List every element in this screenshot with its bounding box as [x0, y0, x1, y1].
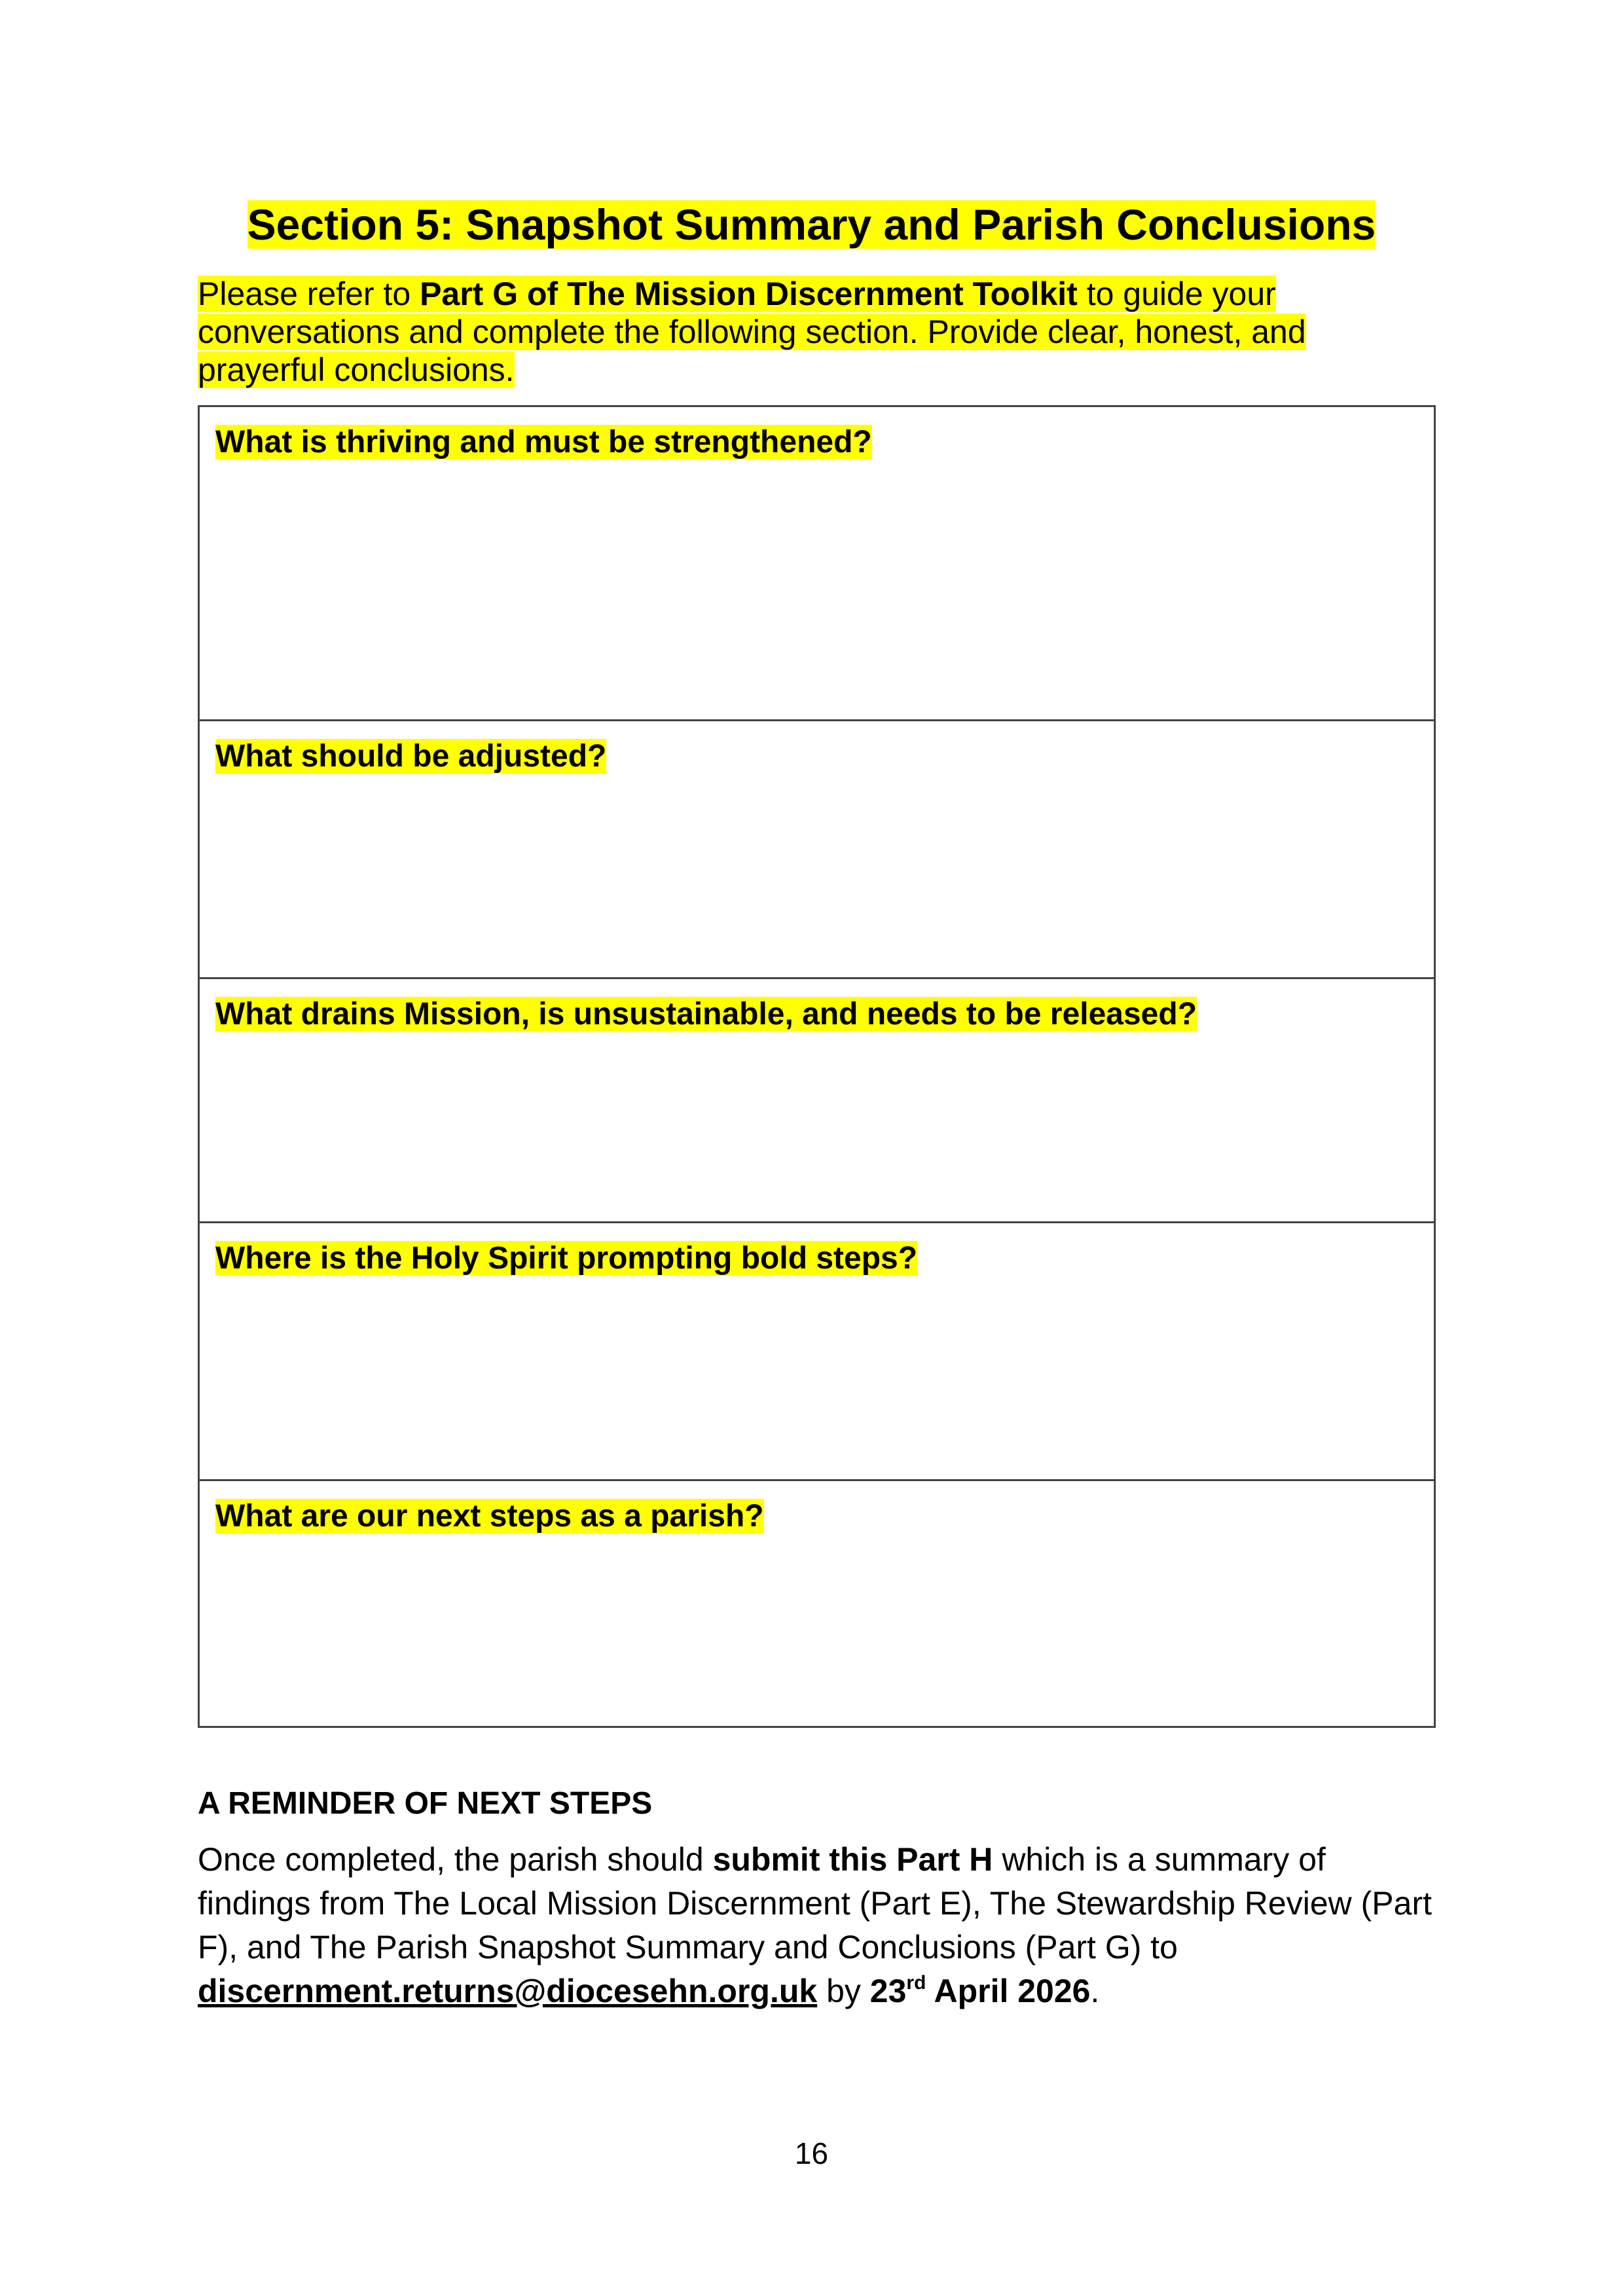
- reminder-text-1: Once completed, the parish should: [198, 1841, 713, 1878]
- question-cell-adjusted[interactable]: [199, 721, 1435, 978]
- intro-text-1: Please refer to: [198, 276, 420, 312]
- email-link[interactable]: discernment.returns@diocesehn.org.uk: [198, 1973, 818, 2009]
- deadline-month-year: April 2026: [926, 1973, 1091, 2009]
- question-cell-holy-spirit[interactable]: [199, 1223, 1435, 1480]
- question-row: [199, 406, 1435, 721]
- reminder-bold-submit: submit this Part H: [712, 1841, 993, 1878]
- reminder-text-3: by: [817, 1973, 870, 2009]
- question-cell-next-steps[interactable]: [199, 1480, 1435, 1727]
- intro-bold-reference: Part G of The Mission Discernment Toolkit: [420, 276, 1078, 312]
- deadline-day: 23: [869, 1973, 907, 2009]
- page-number: 16: [794, 2136, 829, 2170]
- page-title-text: Section 5: Snapshot Summary and Parish Conclusions: [247, 200, 1376, 249]
- deadline-date: [870, 1973, 1091, 2009]
- question-label: Where is the Holy Spirit prompting bold steps?: [215, 1241, 918, 1276]
- question-label: What are our next steps as a parish?: [215, 1499, 764, 1534]
- intro-paragraph: [198, 275, 1376, 389]
- question-row: [199, 1223, 1435, 1480]
- question-row: [199, 721, 1435, 978]
- intro-highlight: [198, 276, 1306, 388]
- deadline-day-suffix: rd: [906, 1972, 926, 1994]
- conclusions-table: [198, 405, 1436, 1728]
- intro-text-2: to guide your conversations and complete the following section. Provide clear, honest, and prayerful conclusions.: [198, 276, 1306, 388]
- question-label: What is thriving and must be strengthened?: [215, 425, 872, 459]
- question-row: [199, 1480, 1435, 1727]
- reminder-text-2: which is a summary of findings from The Local Mission Discernment (Part E), The Stewardship Review (Part F), and The Parish Snapshot Summary and Conclusions (Part G) to: [198, 1841, 1432, 1965]
- question-label: What drains Mission, is unsustainable, and needs to be released?: [215, 997, 1197, 1031]
- question-cell-thriving[interactable]: [199, 406, 1435, 721]
- question-row: [199, 978, 1435, 1223]
- question-label: What should be adjusted?: [215, 739, 607, 774]
- reminder-heading: A REMINDER OF NEXT STEPS: [198, 1786, 653, 1821]
- page-title: [0, 195, 1623, 254]
- question-cell-drains[interactable]: [199, 978, 1435, 1223]
- reminder-paragraph: [198, 1838, 1442, 2013]
- reminder-end: .: [1090, 1973, 1100, 2009]
